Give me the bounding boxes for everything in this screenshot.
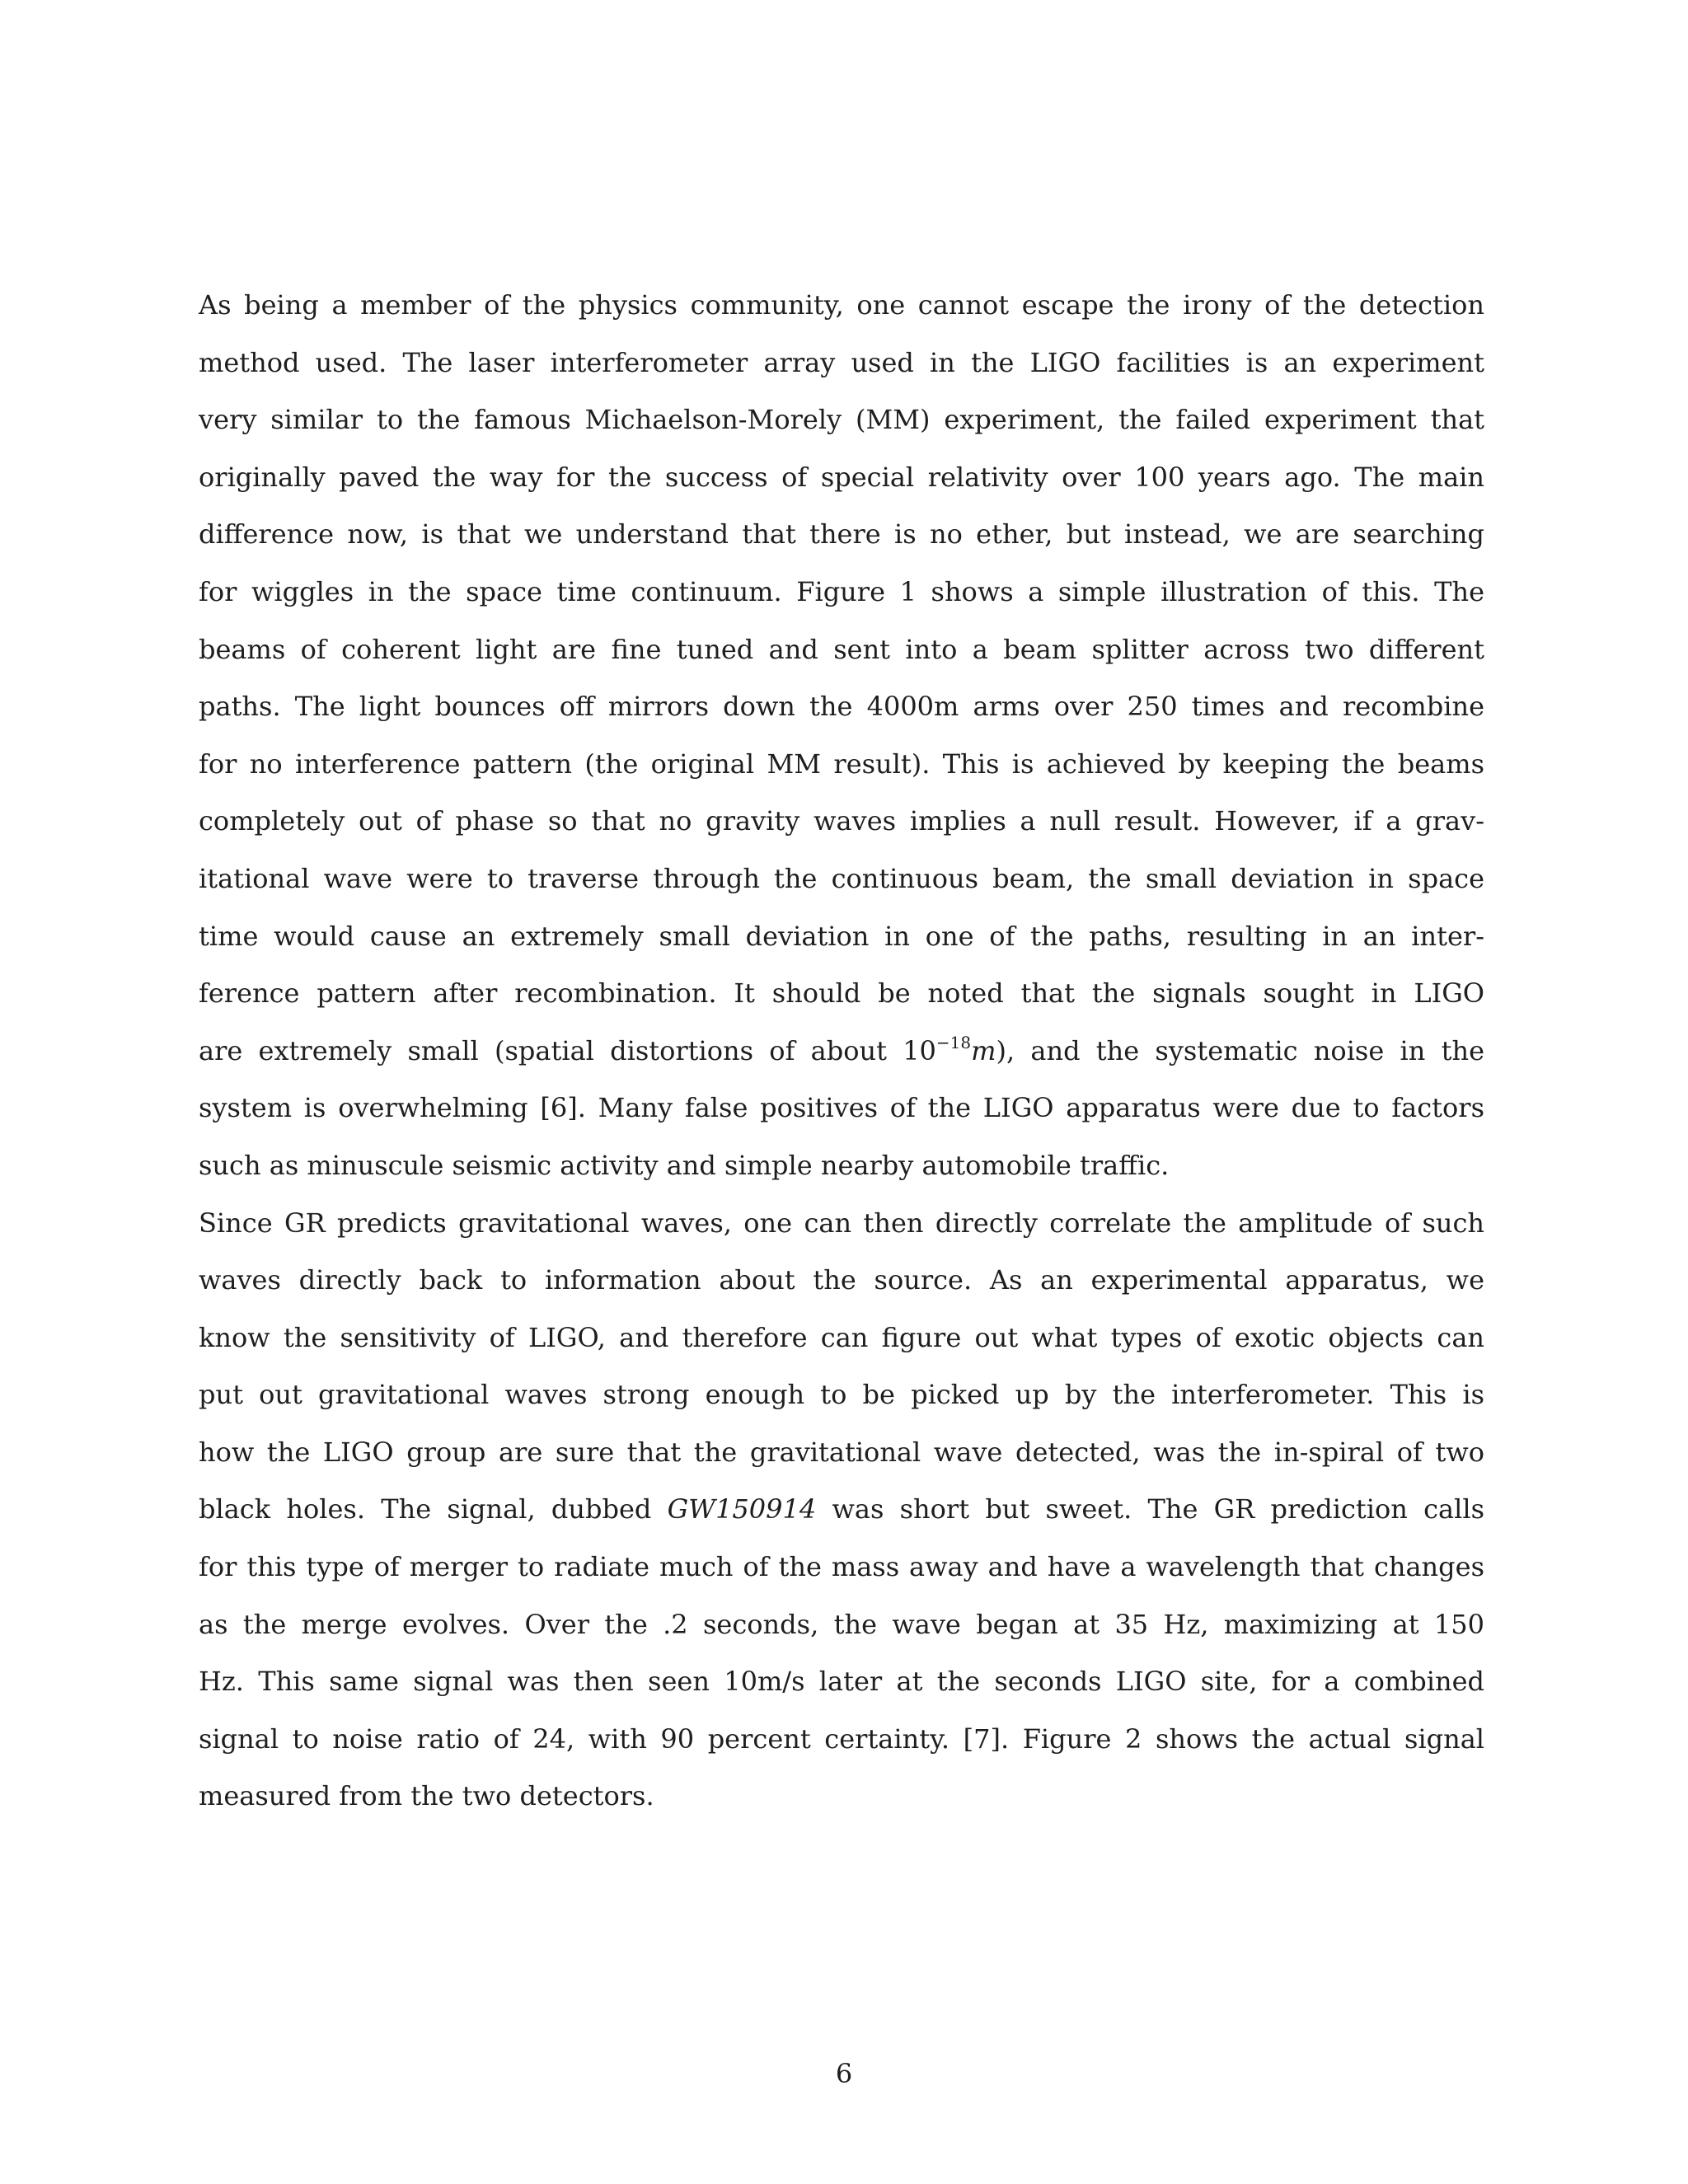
text-line: paths. The light bounces off mirrors down the 4000m arms over 250 times and recombine <box>199 691 1484 723</box>
text-line: as the merge evolves. Over the .2 seconds, the wave began at 35 Hz, maximizing at 150 <box>199 1608 1484 1640</box>
text-line: system is overwhelming [6]. Many false positives of the LIGO apparatus were due to factors <box>199 1092 1484 1124</box>
text-segment: was short but sweet. The GR prediction calls <box>816 1493 1484 1526</box>
text-line: for wiggles in the space time continuum. Figure 1 shows a simple illustration of this. The <box>199 575 1484 607</box>
text-line: originally paved the way for the success of special relativity over 100 years ago. The main <box>199 461 1484 493</box>
text-line: know the sensitivity of LIGO, and therefore can figure out what types of exotic objects can <box>199 1321 1484 1353</box>
text-line: Since GR predicts gravitational waves, one can then directly correlate the amplitude of such <box>199 1207 1484 1239</box>
text-line: As being a member of the physics community, one cannot escape the irony of the detection <box>199 289 1484 321</box>
paragraph-1 <box>199 277 1484 1195</box>
text-line: itational wave were to traverse through the continuous beam, the small deviation in space <box>199 862 1484 894</box>
text-segment: are extremely small (spatial distortions of about 10 <box>199 1034 936 1066</box>
text-line: very similar to the famous Michaelson-Morely (MM) experiment, the failed experiment that <box>199 404 1484 436</box>
text-line: difference now, is that we understand that there is no ether, but instead, we are searching <box>199 518 1484 551</box>
text-line: ference pattern after recombination. It should be noted that the signals sought in LIGO <box>199 977 1484 1010</box>
text-segment: ), and the systematic noise in the <box>996 1034 1485 1066</box>
text-segment: black holes. The signal, dubbed <box>199 1493 668 1526</box>
text-line: method used. The laser interferometer array used in the LIGO facilities is an experiment <box>199 346 1484 378</box>
text-line-with-math <box>199 1023 1484 1080</box>
text-line: completely out of phase so that no gravity waves implies a null result. However, if a grav- <box>199 805 1484 837</box>
text-line: waves directly back to information about the source. As an experimental apparatus, we <box>199 1264 1484 1296</box>
text-line: for this type of merger to radiate much of the mass away and have a wavelength that changes <box>199 1551 1484 1583</box>
signal-name: GW150914 <box>667 1493 817 1526</box>
body-text <box>199 277 1484 1825</box>
text-line: put out gravitational waves strong enough to be picked up by the interferometer. This is <box>199 1379 1484 1411</box>
text-line: beams of coherent light are fine tuned and sent into a beam splitter across two different <box>199 633 1484 665</box>
text-line: how the LIGO group are sure that the gravitational wave detected, was the in-spiral of two <box>199 1436 1484 1468</box>
exponent: −18 <box>935 1033 972 1053</box>
text-line: measured from the two detectors. <box>199 1780 654 1812</box>
text-line: such as minuscule seismic activity and simple nearby automobile traffic. <box>199 1149 1170 1181</box>
math-unit: m <box>971 1034 996 1066</box>
text-line: signal to noise ratio of 24, with 90 percent certainty. [7]. Figure 2 shows the actual signal <box>199 1722 1484 1755</box>
text-line-with-italic <box>199 1481 1484 1539</box>
text-line: for no interference pattern (the original MM result). This is achieved by keeping the beams <box>199 748 1484 780</box>
paragraph-2 <box>199 1195 1484 1826</box>
text-line: time would cause an extremely small deviation in one of the paths, resulting in an inter- <box>199 920 1484 952</box>
text-line: Hz. This same signal was then seen 10m/s later at the seconds LIGO site, for a combined <box>199 1666 1484 1698</box>
page-number: 6 <box>835 2058 853 2089</box>
